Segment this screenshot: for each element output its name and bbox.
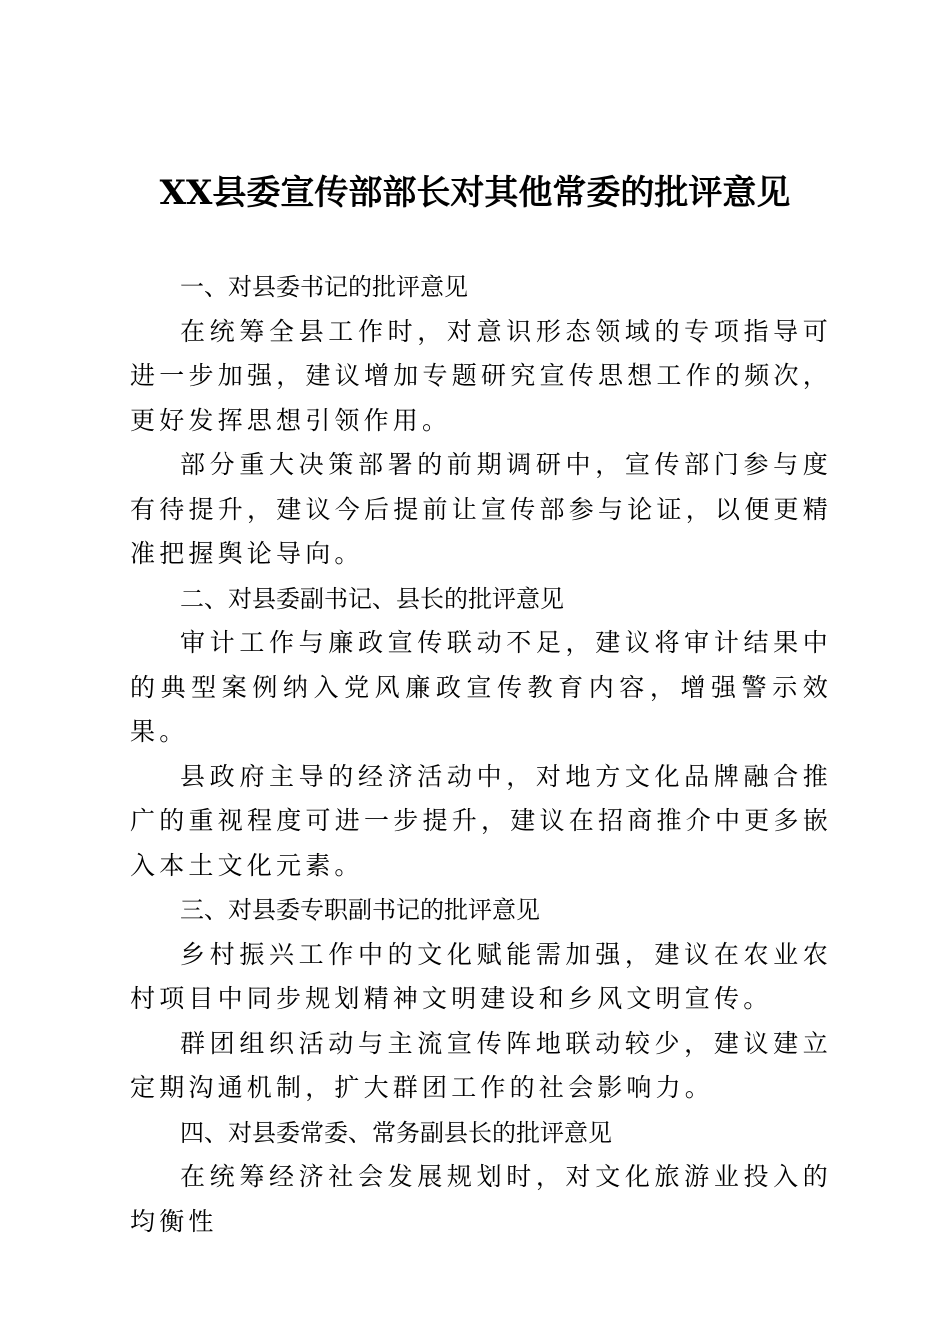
- section-heading: 二、对县委副书记、县长的批评意见: [180, 584, 564, 613]
- document-title: XX县委宣传部部长对其他常委的批评意见: [159, 173, 791, 213]
- paragraph: 乡村振兴工作中的文化赋能需加强，建议在农业农村项目中同步规划精神文明建设和乡风文明宣传。: [130, 939, 832, 1013]
- section-2: [130, 577, 832, 889]
- section-4: [130, 1111, 832, 1245]
- section-heading: 三、对县委专职副书记的批评意见: [180, 896, 540, 924]
- section-heading: 四、对县委常委、常务副县长的批评意见: [180, 1118, 612, 1147]
- paragraph: 在统筹全县工作时，对意识形态领域的专项指导可进一步加强，建议增加专题研究宣传思想工作的频次，更好发挥思想引领作用。: [130, 316, 832, 435]
- paragraph: 在统筹经济社会发展规划时，对文化旅游业投入的均衡性: [130, 1162, 832, 1236]
- section-3: [130, 888, 832, 1111]
- paragraph: 审计工作与廉政宣传联动不足，建议将审计结果中的典型案例纳入党风廉政宣传教育内容，增强警示效果。: [130, 628, 832, 746]
- paragraph: 县政府主导的经济活动中，对地方文化品牌融合推广的重视程度可进一步提升，建议在招商推介中更多嵌入本土文化元素。: [130, 761, 832, 880]
- section-heading: 一、对县委书记的批评意见: [180, 273, 468, 301]
- paragraph: 部分重大决策部署的前期调研中，宣传部门参与度有待提升，建议今后提前让宣传部参与论证，以便更精准把握舆论导向。: [130, 450, 832, 568]
- paragraph: 群团组织活动与主流宣传阵地联动较少，建议建立定期沟通机制，扩大群团工作的社会影响力。: [130, 1028, 832, 1102]
- section-1: [130, 265, 832, 577]
- document-body: [130, 265, 832, 1244]
